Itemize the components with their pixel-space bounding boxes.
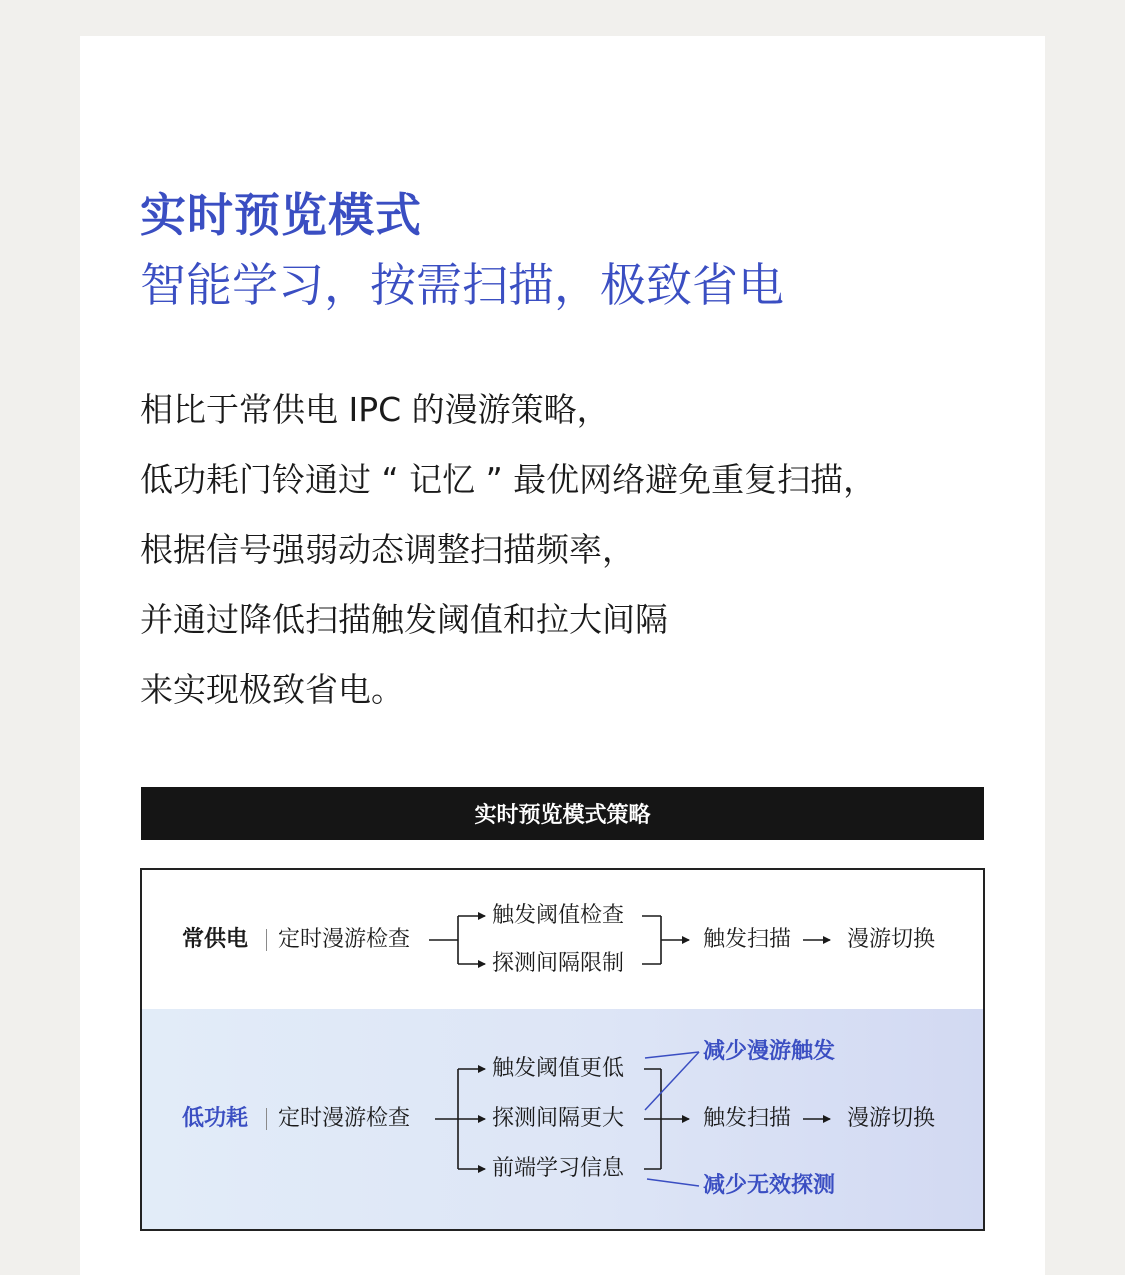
constant-power-check: 探测间隔限制 [492,951,625,976]
strategy-diagram [140,868,985,1231]
page-subtitle: 智能学习，按需扫描，极致省电 [140,258,784,312]
label-divider [266,929,267,951]
note-reduce-probing: 减少无效探测 [703,1173,836,1198]
constant-power-scan: 触发扫描 [703,927,792,952]
description-line: 相比于常供电 IPC 的漫游策略， [140,390,610,429]
low-power-check: 探测间隔更大 [492,1106,625,1131]
constant-power-switch: 漫游切换 [847,927,936,952]
description-line: 并通过降低扫描触发阈值和拉大间隔 [140,600,668,639]
low-power-check: 触发阈值更低 [492,1056,625,1081]
description-line: 根据信号强弱动态调整扫描频率， [140,530,635,569]
low-power-scan: 触发扫描 [703,1106,792,1131]
constant-power-step: 定时漫游检查 [278,927,411,952]
low-power-step: 定时漫游检查 [278,1106,411,1131]
strategy-title-bar [141,787,984,840]
label-divider [266,1108,267,1130]
low-power-label: 低功耗 [182,1106,249,1131]
low-power-switch: 漫游切换 [847,1106,936,1131]
description-line: 低功耗门铃通过 “ 记忆 ” 最优网络避免重复扫描， [140,460,877,499]
constant-power-check: 触发阈值检查 [492,903,625,928]
page-title: 实时预览模式 [140,188,422,242]
strategy-title: 实时预览模式策略 [474,803,651,828]
low-power-check: 前端学习信息 [492,1156,625,1181]
constant-power-label: 常供电 [182,927,249,952]
note-reduce-roaming: 减少漫游触发 [703,1039,836,1064]
description-line: 来实现极致省电。 [140,670,404,709]
description-paragraph [140,380,1000,730]
